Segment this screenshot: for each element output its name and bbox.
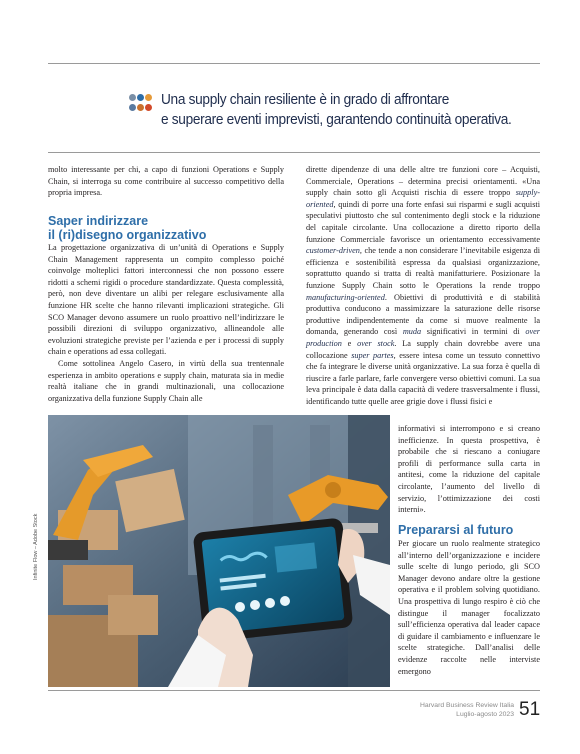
colored-dots-icon [129,94,153,114]
top-rule [48,63,540,64]
pull-quote-line: e superare eventi imprevisti, garantendo continuità operativa. [161,111,512,128]
paragraph: Per giocare un ruolo realmente strategico all’interno dell’organizzazione e incidere sulle scelte di lungo periodo, gli SCO Manager devono andare oltre la gestione operativa e il problem solving quotidiano. Una prospettiva di lungo respiro è ciò che distingue il manager focalizzato sull’efficienza operativa dal leader capace di guidare il cambiamento e influenzare le scelte strategiche. Dall’analisi delle evidenze raccolte nelle interviste emergono [398,539,540,676]
text-run: , che tende a non considerare l’inevitabile esigenza di efficienza e sostenibilità espressa da qualsiasi organizzazione, soprattutto quando si tratta di realtà manifatturiere. Posizionare la funzione Supply Chain sotto le Operations la rende troppo [306,246,540,290]
page-number: 51 [519,699,541,720]
heading-line: il (ri)disegno organizzativo [48,228,207,242]
footer-magazine-info [420,701,514,719]
warehouse-tablet-photo [48,415,390,687]
section-heading [48,214,284,242]
paragraph: molto interessante per chi, a capo di funzioni Operations e Supply Chain, si interroga su come contribuire al successo competitivo della propria impresa. [48,165,284,198]
photo-credit: Infinite Flow – Adobe Stock [33,513,39,580]
dot [129,94,136,101]
issue-date: Luglio-agosto 2023 [456,711,514,718]
text-run: . Obiettivi di produttività e di stabilità produttiva conducono a massimizzare la saturazione delle risorse produttive indipendentemente da come si muove realmente la domanda, generando così [306,292,540,337]
text-run: . La supply chain dovrebbe avere una collocazione [306,338,540,360]
left-column-intro [48,164,284,199]
paragraph: informativi si interrompono e si creano inefficienze. In questa prospettiva, è probabile che si riescano a coniugare profili di performance sulla carta in antitesi, come la riduzione del capitale circolante, l’aumento del livello di servizio, l’ottimizzazione dei costi interni». [398,424,540,515]
emphasis: muda [402,327,422,337]
left-column-body [48,242,284,404]
dot [145,104,152,111]
dot [129,104,136,111]
pull-quote [161,90,512,130]
emphasis: supply-oriented [306,188,540,209]
magazine-name: Harvard Business Review Italia [419,702,514,709]
section-heading: Prepararsi al futuro [398,523,514,537]
heading-line: Saper indirizzare [48,214,149,228]
right-column-narrow [398,423,540,516]
text-run: e [341,338,358,348]
bottom-rule [48,690,540,691]
right-column-body [306,164,540,407]
text-run: , essere intesa come un tessuto connettivo che fa integrare le diverse unità organizzative. La sua forza è quella di riuscire a farle parlare, farle convergere verso obiettivi comuni. La sua leva principale è data dalla capacità di vedere trasversalmente i flussi, identificando tutte quelle aree grigie dove i flussi fisici e [306,350,540,406]
paragraph [306,164,540,407]
text-run: dirette dipendenze di una delle altre tre funzioni core – Acquisti, Commerciale, Operations – determina precisi orientamenti. «Una supply chain sotto gli Acquisti rischia di essere troppo [306,165,540,198]
pull-quote-line: Una supply chain resiliente è in grado di affrontare [161,91,450,108]
section-rule [48,152,540,153]
paragraph: Come sottolinea Angelo Casero, in virtù della sua trentennale esperienza in ambito operations e supply chain, maturata sia in medie realtà italiane che in grandi multinazionali, una collocazione organizzativa della funzione Supply Chain alle [48,358,284,403]
dot [145,94,152,101]
photo-illustration [48,415,390,687]
emphasis: over production [306,327,540,348]
emphasis: manufacturing-oriented [306,292,385,302]
emphasis: over stock [357,338,395,348]
emphasis: super partes [351,350,394,360]
dot [137,104,144,111]
emphasis: customer-driven [306,246,360,256]
dot [137,94,144,101]
text-run: significativi in termini di [421,327,526,337]
paragraph: La progettazione organizzativa di un’unità di Operations e Supply Chain Management rappresenta un compito complesso poiché coinvolge molteplici fattori interconnessi che non possono essere ridotti a schemi rigidi o procedure standardizzate. Questa complessità, però, non deve diventare un alibi per relegare esclusivamente alla funzione HR scelte che hanno rilevanti implicazioni strategiche. Gli SCO Manager devono assumere un ruolo proattivo nell’indirizzare le possibili direzioni di sviluppo organizzativo, allineandole alle evoluzioni strategiche previste per l’azienda e per i processi di supply chain e operations ad essa collegati. [48,243,284,357]
right-column-body-2 [398,538,540,677]
text-run: , quindi di porre una forte enfasi sui risparmi e sugli acquisti speculativi piuttosto che sul contenimento degli stock e la riduzione del capitale circolante. Una collocazione a diretto riporto della funzione Commerciale favorisce un orientamento eccessivamente [306,199,540,244]
